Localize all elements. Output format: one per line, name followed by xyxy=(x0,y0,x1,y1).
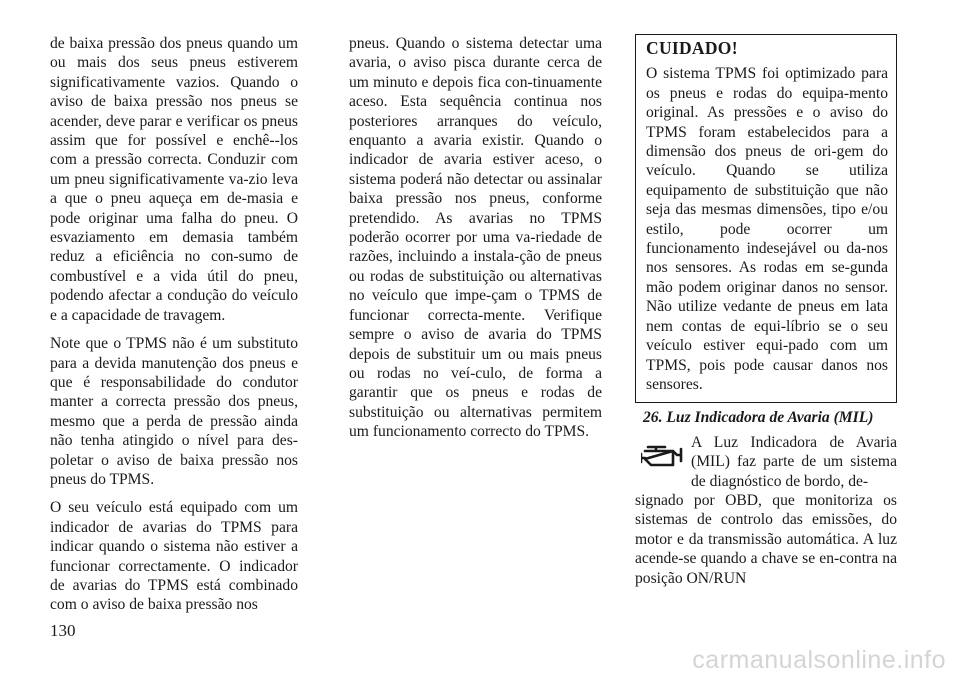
caution-box xyxy=(635,34,897,403)
caution-text: O sistema TPMS foi optimizado para os pneus e rodas do equipa-mento original. As pressões e o aviso do TPMS foram estabelecidos para a dimensão dos pneus de ori-gem do veículo. Quando se utiliza equipamento de substituição que não seja das mesmas dimensões, tipo e/ou estilo, pode ocorrer um funcionamento indesejável ou da-nos nos sensores. As rodas em se-gunda mão podem originar danos no sensor. Não utilize vedante de pneus em lata nem contas de equi-líbrio se o seu veículo estiver equi-pado com um TPMS, pois pode causar danos nos sensores. xyxy=(646,65,888,393)
paragraph-tpms-malfunction-sequence: pneus. Quando o sistema detectar uma avaria, o aviso pisca durante cerca de um minuto e depois fica con-tinuamente aceso. Esta sequência continua nos posteriores arranques do veículo, enquanto a avaria existir. Quando o indicador de avaria estiver aceso, o sistema poderá não detectar ou assinalar baixa pressão nos pneus, conforme pretendido. As avarias no TPMS poderão ocorrer por uma va-riedade de razões, incluindo a instala-ção de pneus ou rodas de substituição ou alternativas no veículo que impe-çam o TPMS de funcionar correcta-mente. Verifique sempre o aviso de avaria do TPMS depois de substituir um ou mais pneus ou rodas no veí-culo, de forma a garantir que os pneus e rodas de substituição ou alternativas permitem um funcionamento correcto do TPMS. xyxy=(349,35,602,441)
mil-intro xyxy=(635,433,897,491)
check-engine-icon xyxy=(641,443,685,469)
caution-title: CUIDADO! xyxy=(646,38,738,58)
right-column xyxy=(635,34,897,588)
paragraph-low-pressure-warning: de baixa pressão dos pneus quando um ou mais dos seus pneus estiverem significativamente vazios. Quando o aviso de baixa pressão nos pneus se acender, deve parar e verificar os pneus assim que for possível e enchê--los com a pressão correcta. Conduzir com um pneu significativamente va-zio leva a que o pneu aqueça em de-masia e pode originar uma falha do pneu. O esvaziamento em demasia também reduz a eficiência no con-sumo de combustível e a vida útil do pneu, podendo afectar a condução do veículo e a capacidade de travagem. xyxy=(50,35,298,324)
mil-text-continued: signado por OBD, que monitoriza os sistemas de controlo das emissões, do motor e da transmissão automática. A luz acende-se quando a chave se en-contra na posição ON/RUN xyxy=(635,491,897,587)
middle-column xyxy=(349,34,602,451)
paragraph-tpms-maintenance-note: Note que o TPMS não é um substituto para a devida manutenção dos pneus e que é responsabilidade do condutor manter a correcta pressão dos pneus, mesmo que a perda de pressão ainda não tenha atingido o nível para des-poletar o aviso de baixa pressão nos pneus do TPMS. xyxy=(50,335,298,488)
mil-text-beside-icon: A Luz Indicadora de Avaria (MIL) faz parte de um sistema de diagnóstico de bordo, de- xyxy=(691,433,897,490)
watermark: carmanualsonline.info xyxy=(692,646,946,674)
paragraph-tpms-malfunction-indicator: O seu veículo está equipado com um indicador de avarias do TPMS para indicar quando o sistema não estiver a funcionar correctamente. O indicador de avarias do TPMS está combinado com o aviso de baixa pressão nos xyxy=(50,499,298,614)
page-number: 130 xyxy=(50,621,76,640)
mil-section-heading: 26. Luz Indicadora de Avaria (MIL) xyxy=(643,409,874,427)
left-column xyxy=(50,34,298,624)
